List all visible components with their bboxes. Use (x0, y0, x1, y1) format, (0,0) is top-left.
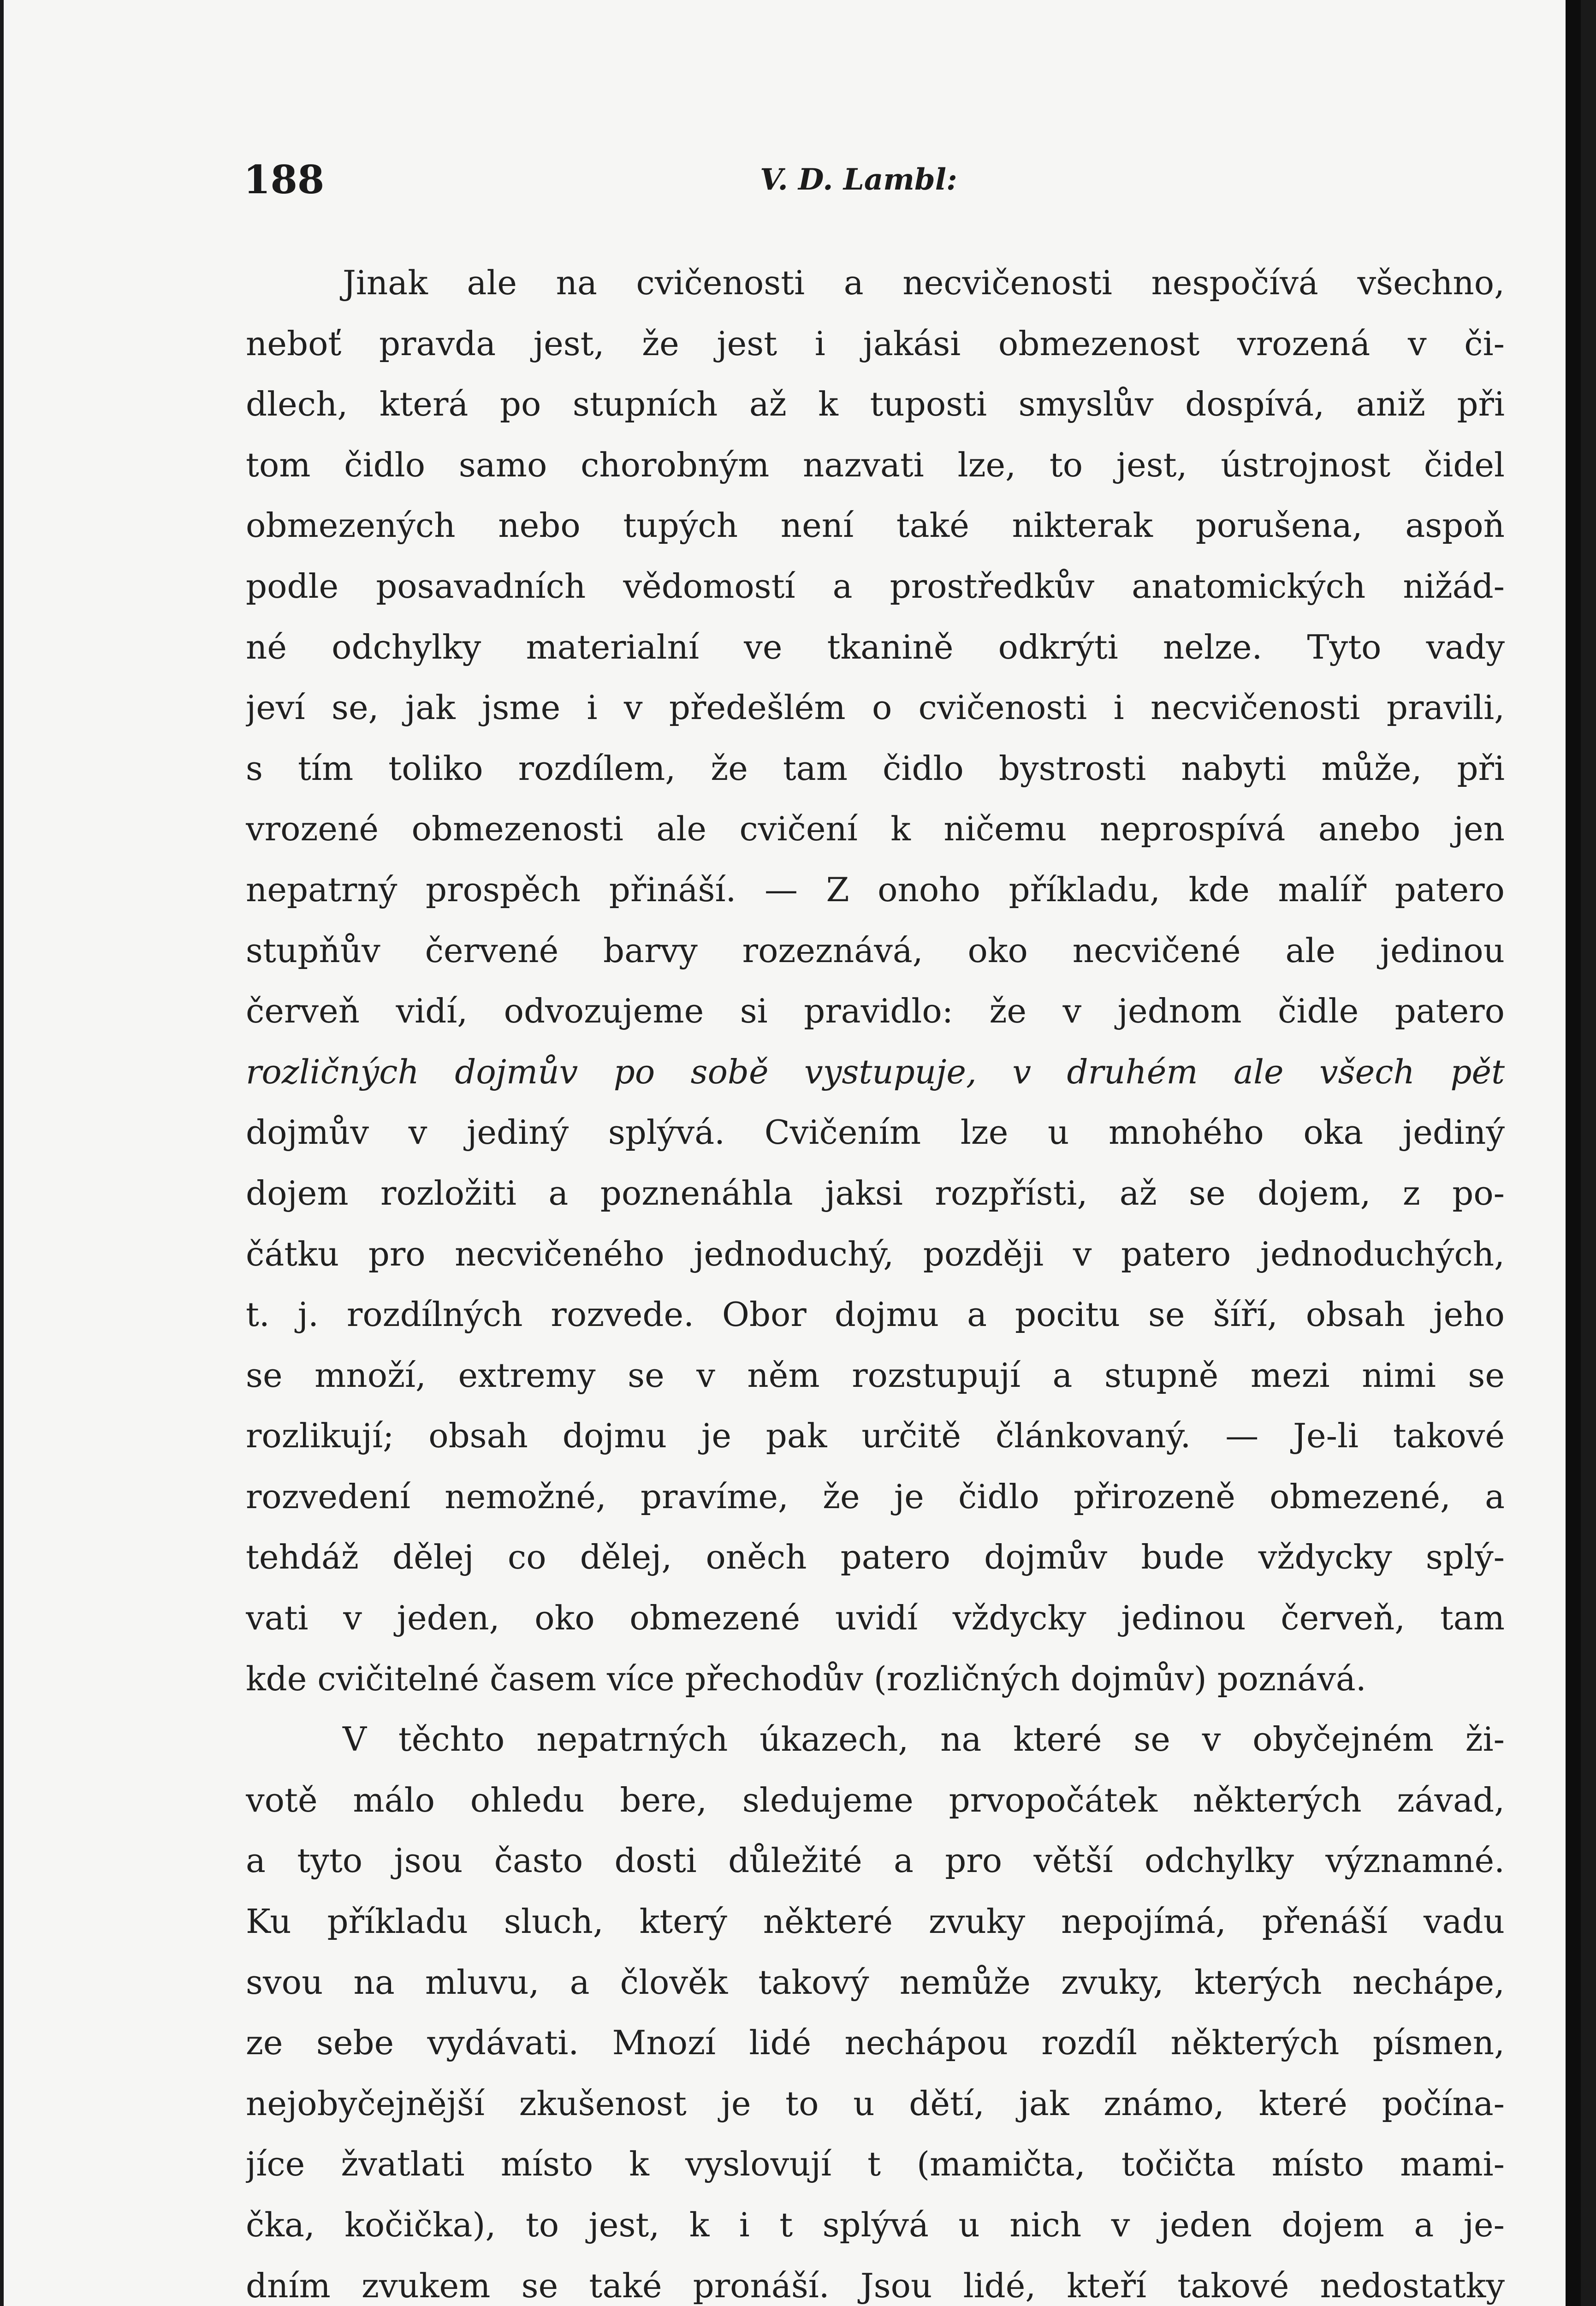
text-line: nejobyčejnější zkušenost je to u dětí, jak známo, které počína- (246, 2084, 1505, 2123)
text-line: dojmův v jediný splývá. Cvičením lze u mnohého oka jediný (246, 1113, 1505, 1152)
text-line: tehdáž dělej co dělej, oněch patero dojmův bude vždycky splý- (246, 1538, 1505, 1577)
text-line: jeví se, jak jsme i v předešlém o cvičenosti i necvičenosti pravili, (246, 688, 1505, 727)
text-line: podle posavadních vědomostí a prostředkův anatomických nižád- (246, 566, 1505, 606)
text-line: nepatrný prospěch přináší. — Z onoho příkladu, kde malíř patero (246, 870, 1505, 909)
text-line: Ku příkladu sluch, který některé zvuky nepojímá, přenáší vadu (246, 1902, 1505, 1941)
page-edge-shadow (1566, 0, 1581, 2306)
text-line: rozlikují; obsah dojmu je pak určitě článkovaný. — Je-li takové (246, 1416, 1505, 1456)
text-line: čátku pro necvičeného jednoduchý, později v patero jednoduchých, (246, 1234, 1505, 1273)
page-header (243, 152, 1507, 208)
text-line: čka, kočička), to jest, k i t splývá u nich v jeden dojem a je- (246, 2205, 1505, 2244)
text-line: a tyto jsou často dosti důležité a pro větší odchylky významné. (246, 1841, 1505, 1880)
text-line: V těchto nepatrných úkazech, na které se v obyčejném ži- (343, 1720, 1505, 1759)
text-line: stupňův červené barvy rozeznává, oko necvičené ale jedinou (246, 931, 1505, 970)
text-line: né odchylky materialní ve tkanině odkrýti nelze. Tyto vady (246, 627, 1505, 666)
text-line: votě málo ohledu bere, sledujeme prvopočátek některých závad, (246, 1780, 1505, 1819)
text-line: jíce žvatlati místo k vyslovují t (mamičta, točičta místo mami- (246, 2145, 1505, 2184)
text-line: vati v jeden, oko obmezené uvidí vždycky jedinou červeň, tam (246, 1599, 1505, 1638)
text-line: neboť pravda jest, že jest i jakási obmezenost vrozená v či- (246, 324, 1505, 363)
text-line: Jinak ale na cvičenosti a necvičenosti nespočívá všechno, (343, 263, 1505, 302)
text-line: rozličných dojmův po sobě vystupuje, v druhém ale všech pět (246, 1052, 1505, 1091)
text-line: obmezených nebo tupých není také nikterak porušena, aspoň (246, 506, 1505, 545)
body-text (246, 253, 1505, 2306)
text-line: dním zvukem se také pronáší. Jsou lidé, kteří takové nedostatky (246, 2266, 1505, 2305)
page-number: 188 (243, 157, 325, 202)
running-head: V. D. Lambl: (760, 162, 957, 197)
text-line: dlech, která po stupních až k tuposti smyslův dospívá, aniž při (246, 385, 1505, 424)
text-line: ze sebe vydávati. Mnozí lidé nechápou rozdíl některých písmen, (246, 2023, 1505, 2062)
text-line: tom čidlo samo chorobným nazvati lze, to jest, ústrojnost čidel (246, 445, 1505, 484)
text-line: vrozené obmezenosti ale cvičení k ničemu neprospívá anebo jen (246, 809, 1505, 849)
book-page (4, 0, 1581, 2306)
text-line: svou na mluvu, a člověk takový nemůže zvuky, kterých nechápe, (246, 1962, 1505, 2002)
text-line: t. j. rozdílných rozvede. Obor dojmu a pocitu se šíří, obsah jeho (246, 1295, 1505, 1334)
text-line: se množí, extremy se v něm rozstupují a stupně mezi nimi se (246, 1355, 1505, 1395)
text-line: dojem rozložiti a poznenáhla jaksi rozpřísti, až se dojem, z po- (246, 1173, 1505, 1212)
text-line: rozvedení nemožné, pravíme, že je čidlo přirozeně obmezené, a (246, 1477, 1505, 1516)
text-line: kde cvičitelné časem více přechodův (rozličných dojmův) poznává. (246, 1659, 1366, 1698)
text-line: s tím toliko rozdílem, že tam čidlo bystrosti nabyti může, při (246, 749, 1505, 788)
text-line: červeň vidí, odvozujeme si pravidlo: že v jednom čidle patero (246, 992, 1505, 1031)
